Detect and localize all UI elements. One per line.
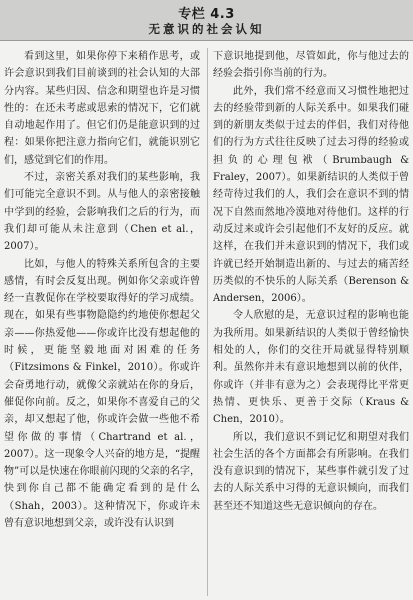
paragraph-continued: 下意识地提到他，尽管如此，你与他过去的经验会指引你当前的行为。 <box>213 51 409 80</box>
box-title: 无意识的社会认知 <box>148 22 265 36</box>
paragraph: 比如，与他人的特殊关系所包含的主要感情，有时会反复出现。例如你父亲或许曾经一直教促你在学校要取得好的学习成绩。现在，如果有些事物隐隐约约地使你想起父亲——你热爱他——你或许比没有想起他的时候，更能坚毅地面对困难的任务（Fitzsimons & Finkel，2010）。你或许会奋勇地行动，就像父亲就站在你的身后，催促你向前。反之，如果你不喜爱自己的父亲，却又想起了他，你或许会做一些他不希望你做的事情（Chartrand et al.，2007）。这一现象令人兴奋的地方是，“提醒物”可以是快速在你眼前闪现的父亲的名字，快到你自己都不能确定看到的是什么（Shah，2003）。这种情况下，你或许未曾有意识地想到父亲，或许没有认识到 <box>4 258 200 530</box>
paragraph: 不过，亲密关系对我们的某些影响，我们可能完全意识不到。从与他人的亲密接触中学到的经验，会影响我们之后的行为，而我们却可能从未注意到（Chen et al.，2007）。 <box>4 172 200 253</box>
column-divider <box>207 48 208 596</box>
body-columns <box>4 48 409 596</box>
box-label: 专栏 4.3 <box>178 7 235 22</box>
box-header <box>0 0 413 41</box>
left-column <box>4 48 200 596</box>
right-column <box>213 48 409 596</box>
paragraph: 令人欣慰的是，无意识过程的影响也能为我所用。如果新结识的人类似于曾经愉快相处的人，你们的交往开局就显得特别顺利。虽然你并未有意识地想到以前的伙伴，你或许（并非有意为之）会表现得比平常更热情、更快乐、更善于交际（Kraus & Chen，2010）。 <box>213 310 409 426</box>
paragraph: 此外，我们常不经意而又习惯性地把过去的经验带到新的人际关系中。如果我们碰到的新朋友类似于过去的伴侣，我们对待他们的行为方式往往反映了过去习得的经验或担负的心理包袱（Brumbaugh & Fraley，2007）。如果新结识的人类似于曾经苛待过我们的人，我们会在意识不到的情况下自然而然地冷漠地对待他们。这样的行动反过来或许会引起他们不友好的反应。就这样，在我们并未意识到的情况下，我们或许就已经开始制造出新的、与过去的痛苦经历类似的不快乐的人际关系（Berenson & Andersen，2006）。 <box>213 85 409 305</box>
paragraph: 看到这里，如果你停下来稍作思考，或许会意识到我们目前谈到的社会认知的大部分内容。某些归因、信念和期望也许是习惯性的：在还未考虑或思索的情况下，它们就自动地起作用了。但它们仍是能意识到的过程：如果你把注意力指向它们，就能识别它们，感觉到它们的作用。 <box>4 51 200 166</box>
paragraph: 所以，我们意识不到记忆和期望对我们社会生活的各个方面都会有所影响。在我们没有意识到的情况下，某些事件就引发了过去的人际关系中习得的无意识倾向，而我们甚至还不知道这些无意识倾向的存在。 <box>213 431 409 512</box>
